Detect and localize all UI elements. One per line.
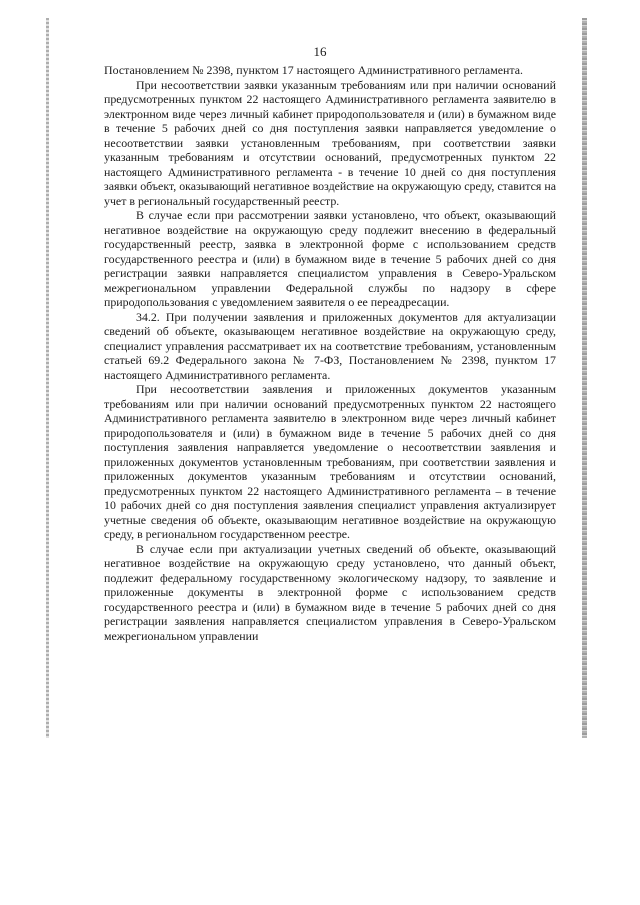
page-number: 16 <box>313 44 327 59</box>
paragraph-3: В случае если при рассмотрении заявки установлено, что объект, оказывающий негативное воздействие на окружающую среду подлежит внесению в федеральный государственный реестр, заявка в электронной форме с использованием средств государственного реестра и (или) в бумажном виде в течение 5 рабочих дней со дня регистрации заявки направляется специалистом управления в Северо-Уральском межрегиональном управлении Федеральной службы по надзору в сфере природопользования с уведомлением заявителя о ее переадресации. <box>104 208 556 309</box>
paragraph-1: Постановлением № 2398, пунктом 17 настоящего Административного регламента. <box>104 63 523 77</box>
paragraph-6: В случае если при актуализации учетных сведений об объекте, оказывающий негативное воздействие на окружающую среду установлено, что данный объект, подлежит федеральному государственному экологическому надзору, то заявление и приложенные документы в электронной форме с использованием средств государственного реестра и (или) в бумажном виде в течение 5 рабочих дней со дня регистрации заявления направляется специалистом управления в Северо-Уральском межрегиональном управлении <box>104 541 556 643</box>
document-body <box>104 63 556 643</box>
paragraph-2: При несоответствии заявки указанным требованиям или при наличии оснований предусмотренных пунктом 22 настоящего Административного регламента заявителю в электронном виде через личный кабинет природопользователя и (или) в бумажном виде в течение 5 рабочих дней со дня поступления заявки направляется уведомление о несоответствии заявки установленным требованиям, при соответствии заявки указанным требованиям и отсутствии оснований, предусмотренных пунктом 22 настоящего Административного регламента - в течение 10 дней со дня поступления заявки объект, оказывающий негативное воздействие на окружающую среду, ставится на учет в региональный государственный реестр. <box>104 77 556 208</box>
scan-edge-left <box>46 18 49 738</box>
paragraph-4: 34.2. При получении заявления и приложенных документов для актуализации сведений об объекте, оказывающем негативное воздействие на окружающую среду, специалист управления рассматривает их на соответствие требованиям, установленным статьей 69.2 Федерального закона № 7-ФЗ, Постановлением № 2398, пунктом 17 настоящего Административного регламента. <box>104 309 556 382</box>
paragraph-5: При несоответствии заявления и приложенных документов указанным требованиям или при наличии оснований предусмотренных пунктом 22 настоящего Административного регламента заявителю в электронном виде через личный кабинет природопользователя и (или) в бумажном виде в течение 5 рабочих дней со дня поступления заявления направляется уведомление о несоответствии заявления и приложенных документов установленным требованиям, при соответствии заявления и приложенных документов указанным требованиям и отсутствии оснований, предусмотренных пунктом 22 настоящего Административного регламента – в течение 10 рабочих дней со дня поступления заявления специалист управления актуализирует учетные сведения об объекте, оказывающим негативное воздействие на окружающую среду, в региональном государственном реестре. <box>104 382 556 541</box>
scan-edge-right <box>582 18 587 738</box>
